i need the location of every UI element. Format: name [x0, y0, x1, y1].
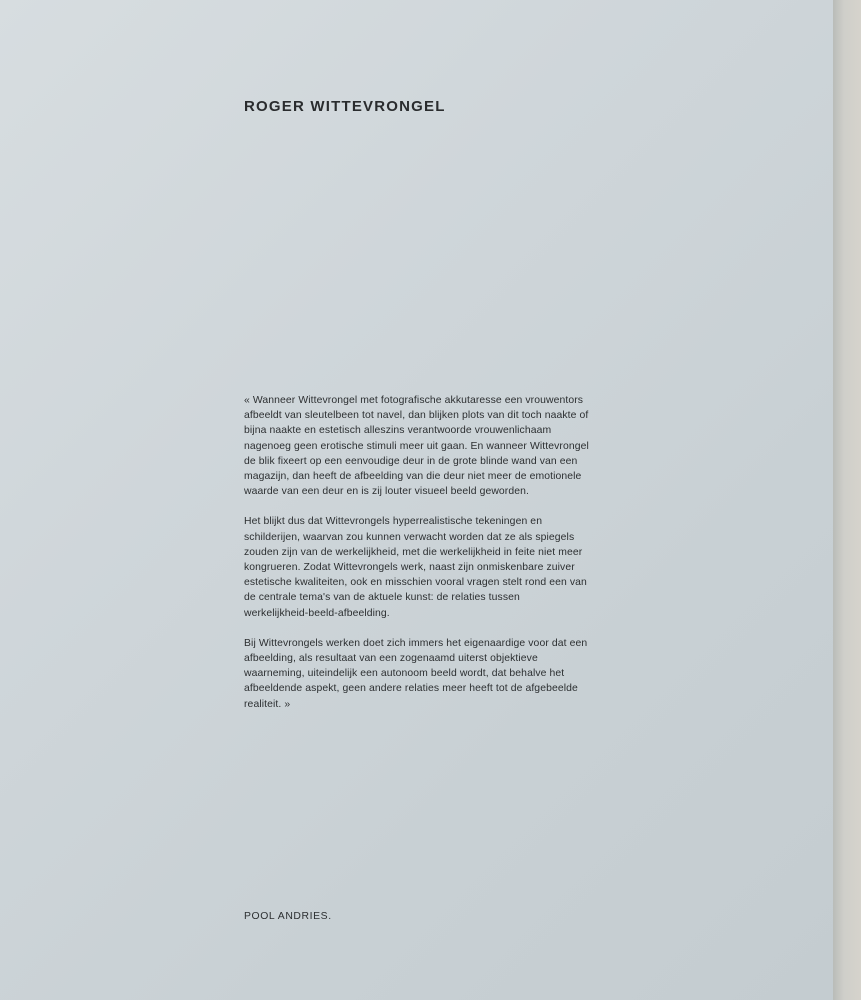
text-line: waarneming, uiteindelijk een autonoom beeld wordt, dat behalve het	[244, 668, 565, 680]
text-line: bijna naakte en estetisch alleszins verantwoorde vrouwenlichaam	[244, 425, 552, 437]
page-title: ROGER WITTEVRONGEL	[244, 98, 446, 115]
text-line: realiteit. »	[244, 698, 291, 710]
text-line: afbeelding, als resultaat van een zogenaamd uiterst objektieve	[244, 653, 538, 665]
text-line: magazijn, dan heeft de afbeelding van die deur niet meer de emotionele	[244, 471, 582, 483]
text-line: estetische kwaliteiten, ook en misschien vooral vragen stelt rond een van	[244, 577, 587, 589]
text-line: afbeeldt van sleutelbeen tot navel, dan blijken plots van dit toch naakte of	[244, 410, 589, 422]
text-line: afbeeldende aspekt, geen andere relaties meer heeft tot de afgebeelde	[244, 683, 578, 695]
paragraph-3	[244, 636, 644, 712]
author-signature: POOL ANDRIES.	[244, 911, 332, 922]
quote-body	[244, 393, 644, 727]
text-line: schilderijen, waarvan zou kunnen verwacht worden dat ze als spiegels	[244, 531, 575, 543]
paragraph-2	[244, 514, 644, 620]
text-line: de blik fixeert op een eenvoudige deur in de grote blinde wand van een	[244, 455, 578, 467]
text-line: werkelijkheid-beeld-afbeelding.	[244, 607, 390, 619]
text-line: Bij Wittevrongels werken doet zich immers het eigenaardige voor dat een	[244, 637, 588, 649]
text-line: waarde van een deur en is zij louter visueel beeld geworden.	[244, 486, 529, 498]
text-line: nagenoeg geen erotische stimuli meer uit gaan. En wanneer Wittevrongel	[244, 440, 589, 452]
paragraph-1	[244, 393, 644, 499]
text-line: Het blijkt dus dat Wittevrongels hyperrealistische tekeningen en	[244, 516, 543, 528]
text-line: kongrueren. Zodat Wittevrongels werk, naast zijn onmiskenbare zuiver	[244, 562, 575, 574]
text-line: zouden zijn van de werkelijkheid, met die werkelijkheid in feite niet meer	[244, 546, 583, 558]
text-line: de centrale tema's van de aktuele kunst: de relaties tussen	[244, 592, 520, 604]
text-line: « Wanneer Wittevrongel met fotografische akkutaresse een vrouwentors	[244, 395, 584, 406]
background-edge	[833, 0, 861, 1000]
